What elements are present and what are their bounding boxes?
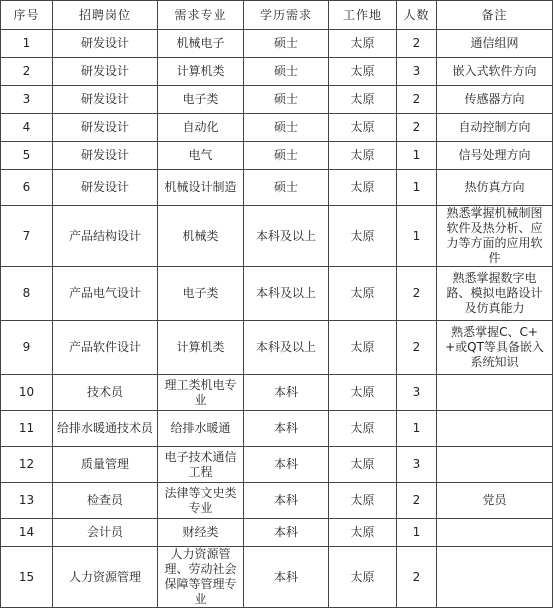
cell-count: 2 — [397, 30, 437, 58]
cell-post: 技术员 — [53, 375, 158, 411]
cell-count: 1 — [397, 411, 437, 447]
cell-edu: 硕士 — [244, 114, 329, 142]
cell-count: 2 — [397, 114, 437, 142]
cell-note: 通信组网 — [437, 30, 553, 58]
cell-count: 2 — [397, 321, 437, 375]
cell-edu: 本科 — [244, 483, 329, 519]
cell-major: 理工类机电专业 — [158, 375, 244, 411]
cell-count: 3 — [397, 375, 437, 411]
table-row — [1, 375, 553, 411]
cell-edu: 本科 — [244, 447, 329, 483]
cell-major: 计算机类 — [158, 58, 244, 86]
cell-note: 嵌入式软件方向 — [437, 58, 553, 86]
cell-edu: 本科 — [244, 547, 329, 608]
cell-edu: 硕士 — [244, 86, 329, 114]
cell-no: 15 — [1, 547, 53, 608]
cell-edu: 硕士 — [244, 58, 329, 86]
cell-major: 法律等文史类专业 — [158, 483, 244, 519]
cell-place: 太原 — [329, 267, 397, 321]
cell-note: 熟悉掌握机械制图软件及热分析、应力等方面的应用软件 — [437, 206, 553, 267]
cell-count: 2 — [397, 483, 437, 519]
cell-place: 太原 — [329, 30, 397, 58]
cell-no: 3 — [1, 86, 53, 114]
header-row — [1, 1, 553, 30]
cell-major: 电子类 — [158, 267, 244, 321]
table-row — [1, 58, 553, 86]
cell-place: 太原 — [329, 206, 397, 267]
cell-note: 传感器方向 — [437, 86, 553, 114]
cell-no: 8 — [1, 267, 53, 321]
cell-major: 电子技术通信工程 — [158, 447, 244, 483]
cell-no: 14 — [1, 519, 53, 547]
cell-no: 5 — [1, 142, 53, 170]
header-edu: 学历需求 — [244, 1, 329, 30]
table-row — [1, 114, 553, 142]
cell-post: 检查员 — [53, 483, 158, 519]
cell-edu: 硕士 — [244, 142, 329, 170]
table-row — [1, 547, 553, 608]
cell-post: 产品结构设计 — [53, 206, 158, 267]
cell-major: 给排水暖通 — [158, 411, 244, 447]
cell-edu: 本科及以上 — [244, 267, 329, 321]
cell-major: 机械设计制造 — [158, 170, 244, 206]
cell-note: 热仿真方向 — [437, 170, 553, 206]
cell-count: 1 — [397, 170, 437, 206]
cell-no: 6 — [1, 170, 53, 206]
cell-count: 1 — [397, 519, 437, 547]
cell-place: 太原 — [329, 58, 397, 86]
cell-post: 产品电气设计 — [53, 267, 158, 321]
cell-place: 太原 — [329, 321, 397, 375]
table-row — [1, 142, 553, 170]
cell-edu: 本科 — [244, 519, 329, 547]
cell-major: 机械电子 — [158, 30, 244, 58]
cell-note — [437, 375, 553, 411]
cell-note — [437, 547, 553, 608]
header-note: 备注 — [437, 1, 553, 30]
cell-note — [437, 411, 553, 447]
cell-post: 研发设计 — [53, 30, 158, 58]
cell-no: 11 — [1, 411, 53, 447]
cell-count: 3 — [397, 447, 437, 483]
cell-major: 计算机类 — [158, 321, 244, 375]
cell-edu: 硕士 — [244, 170, 329, 206]
cell-edu: 本科及以上 — [244, 321, 329, 375]
cell-count: 2 — [397, 267, 437, 321]
cell-place: 太原 — [329, 86, 397, 114]
cell-major: 人力资源管理、劳动社会保障等管理专业 — [158, 547, 244, 608]
cell-major: 机械类 — [158, 206, 244, 267]
cell-place: 太原 — [329, 170, 397, 206]
table-row — [1, 447, 553, 483]
table-row — [1, 483, 553, 519]
cell-edu: 本科 — [244, 411, 329, 447]
cell-place: 太原 — [329, 411, 397, 447]
cell-major: 电子类 — [158, 86, 244, 114]
cell-place: 太原 — [329, 547, 397, 608]
cell-post: 给排水暖通技术员 — [53, 411, 158, 447]
cell-no: 4 — [1, 114, 53, 142]
cell-no: 12 — [1, 447, 53, 483]
cell-post: 研发设计 — [53, 170, 158, 206]
cell-place: 太原 — [329, 519, 397, 547]
cell-post: 研发设计 — [53, 114, 158, 142]
cell-place: 太原 — [329, 447, 397, 483]
cell-note — [437, 447, 553, 483]
table-row — [1, 519, 553, 547]
header-place: 工作地 — [329, 1, 397, 30]
cell-major: 自动化 — [158, 114, 244, 142]
cell-post: 人力资源管理 — [53, 547, 158, 608]
cell-post: 会计员 — [53, 519, 158, 547]
header-count: 人数 — [397, 1, 437, 30]
cell-place: 太原 — [329, 483, 397, 519]
cell-post: 研发设计 — [53, 142, 158, 170]
header-no: 序号 — [1, 1, 53, 30]
cell-note: 熟悉掌握数字电路、模拟电路设计及仿真能力 — [437, 267, 553, 321]
cell-major: 电气 — [158, 142, 244, 170]
cell-note — [437, 519, 553, 547]
table-row — [1, 30, 553, 58]
cell-count: 3 — [397, 58, 437, 86]
cell-edu: 本科 — [244, 375, 329, 411]
cell-count: 1 — [397, 206, 437, 267]
cell-no: 13 — [1, 483, 53, 519]
table-row — [1, 206, 553, 267]
cell-place: 太原 — [329, 375, 397, 411]
cell-major: 财经类 — [158, 519, 244, 547]
cell-count: 2 — [397, 86, 437, 114]
cell-post: 研发设计 — [53, 58, 158, 86]
table-row — [1, 267, 553, 321]
cell-post: 质量管理 — [53, 447, 158, 483]
cell-note: 党员 — [437, 483, 553, 519]
table-row — [1, 411, 553, 447]
cell-edu: 硕士 — [244, 30, 329, 58]
cell-note: 自动控制方向 — [437, 114, 553, 142]
table-row — [1, 86, 553, 114]
cell-no: 2 — [1, 58, 53, 86]
header-post: 招聘岗位 — [53, 1, 158, 30]
header-major: 需求专业 — [158, 1, 244, 30]
cell-post: 研发设计 — [53, 86, 158, 114]
table-row — [1, 170, 553, 206]
cell-count: 1 — [397, 142, 437, 170]
cell-note: 熟悉掌握C、C++或QT等具备嵌入系统知识 — [437, 321, 553, 375]
cell-no: 9 — [1, 321, 53, 375]
table-row — [1, 321, 553, 375]
cell-no: 1 — [1, 30, 53, 58]
cell-edu: 本科及以上 — [244, 206, 329, 267]
cell-no: 10 — [1, 375, 53, 411]
cell-place: 太原 — [329, 114, 397, 142]
cell-place: 太原 — [329, 142, 397, 170]
cell-post: 产品软件设计 — [53, 321, 158, 375]
cell-count: 2 — [397, 547, 437, 608]
cell-note: 信号处理方向 — [437, 142, 553, 170]
cell-no: 7 — [1, 206, 53, 267]
